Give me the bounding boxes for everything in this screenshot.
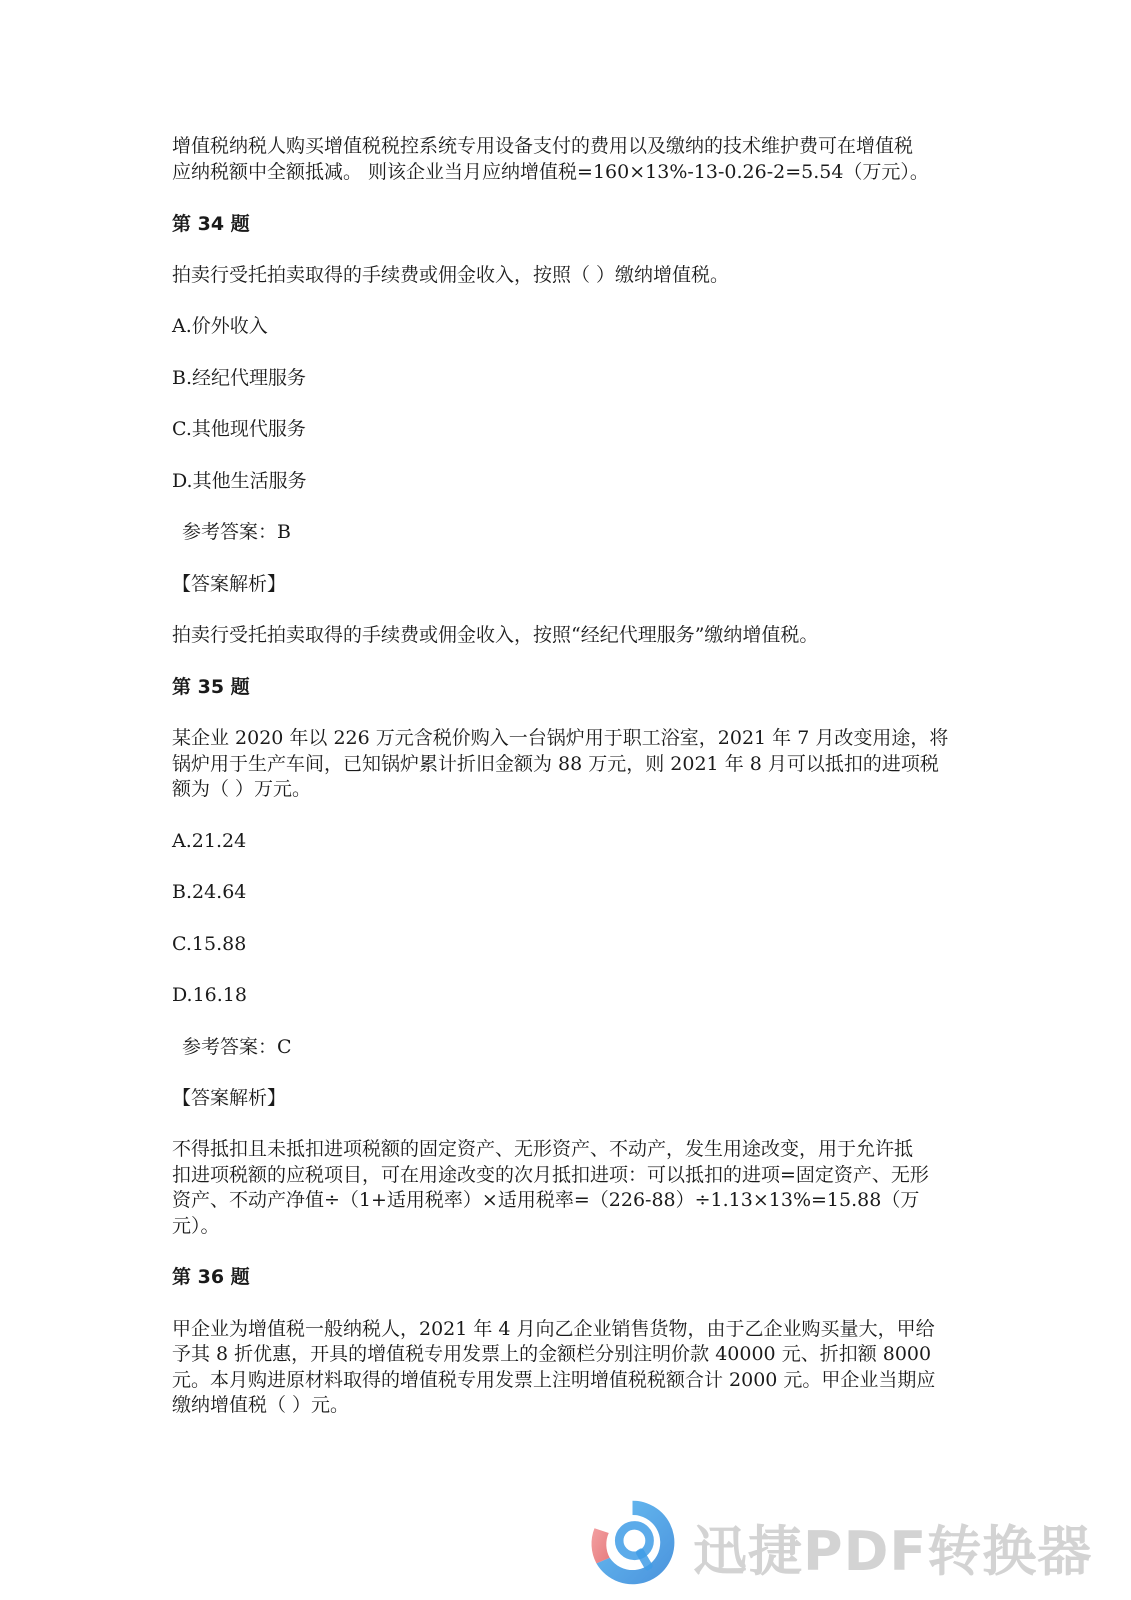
question-34-stem: 拍卖行受托拍卖取得的手续费或佣金收入，按照（ ）缴纳增值税。	[172, 264, 730, 286]
question-34-answer: 参考答案：B	[182, 521, 291, 543]
watermark-text: 迅捷PDF转换器	[693, 1520, 1093, 1583]
question-36-stem-line-1: 甲企业为增值税一般纳税人，2021 年 4 月向乙企业销售货物，由于乙企业购买量大，甲给	[172, 1318, 935, 1340]
question-35-option-b: B.24.64	[172, 881, 247, 903]
question-34-analysis-label: 【答案解析】	[172, 573, 287, 595]
question-35-title: 第 35 题	[172, 676, 250, 698]
question-34-title: 第 34 题	[172, 213, 250, 235]
question-35-option-d: D.16.18	[172, 984, 247, 1006]
question-35-stem-line-3: 额为（ ）万元。	[172, 778, 312, 800]
intro-line-2: 应纳税额中全额抵减。 则该企业当月应纳增值税=160×13%-13-0.26-2=5.54（万元）。	[172, 161, 929, 183]
question-35-option-c: C.15.88	[172, 933, 247, 955]
question-36-stem-line-2: 予其 8 折优惠，开具的增值税专用发票上的金额栏分别注明价款 40000 元、折扣额 8000	[172, 1343, 932, 1365]
xunjie-logo-icon	[585, 1495, 680, 1590]
question-34-option-c: C.其他现代服务	[172, 418, 306, 440]
question-35-analysis-line-4: 元）。	[172, 1215, 220, 1237]
question-35-analysis-line-1: 不得抵扣且未抵扣进项税额的固定资产、无形资产、不动产，发生用途改变，用于允许抵	[172, 1138, 914, 1160]
intro-line-1: 增值税纳税人购买增值税税控系统专用设备支付的费用以及缴纳的技术维护费可在增值税	[172, 135, 914, 157]
question-35-stem-line-1: 某企业 2020 年以 226 万元含税价购入一台锅炉用于职工浴室，2021 年 7 月改变用途，将	[172, 727, 949, 749]
question-34-option-b: B.经纪代理服务	[172, 367, 307, 389]
question-36-stem-line-4: 缴纳增值税（ ）元。	[172, 1394, 350, 1416]
question-34-option-a: A.价外收入	[172, 315, 268, 337]
question-35-stem-line-2: 锅炉用于生产车间，已知锅炉累计折旧金额为 88 万元，则 2021 年 8 月可以抵扣的进项税	[172, 753, 939, 775]
question-36-stem-line-3: 元。本月购进原材料取得的增值税专用发票上注明增值税税额合计 2000 元。甲企业当期应	[172, 1369, 936, 1391]
question-35-analysis-line-2: 扣进项税额的应税项目，可在用途改变的次月抵扣进项：可以抵扣的进项=固定资产、无形	[172, 1164, 929, 1186]
question-34-analysis: 拍卖行受托拍卖取得的手续费或佣金收入，按照“经纪代理服务”缴纳增值税。	[172, 624, 819, 646]
question-36-title: 第 36 题	[172, 1266, 250, 1288]
question-35-analysis-label: 【答案解析】	[172, 1087, 287, 1109]
question-35-analysis-line-3: 资产、不动产净值÷（1+适用税率）×适用税率=（226-88）÷1.13×13%=15.88（万	[172, 1189, 920, 1211]
question-35-option-a: A.21.24	[172, 830, 247, 852]
question-35-answer: 参考答案：C	[182, 1036, 292, 1058]
watermark	[585, 1495, 1105, 1590]
question-34-option-d: D.其他生活服务	[172, 470, 307, 492]
